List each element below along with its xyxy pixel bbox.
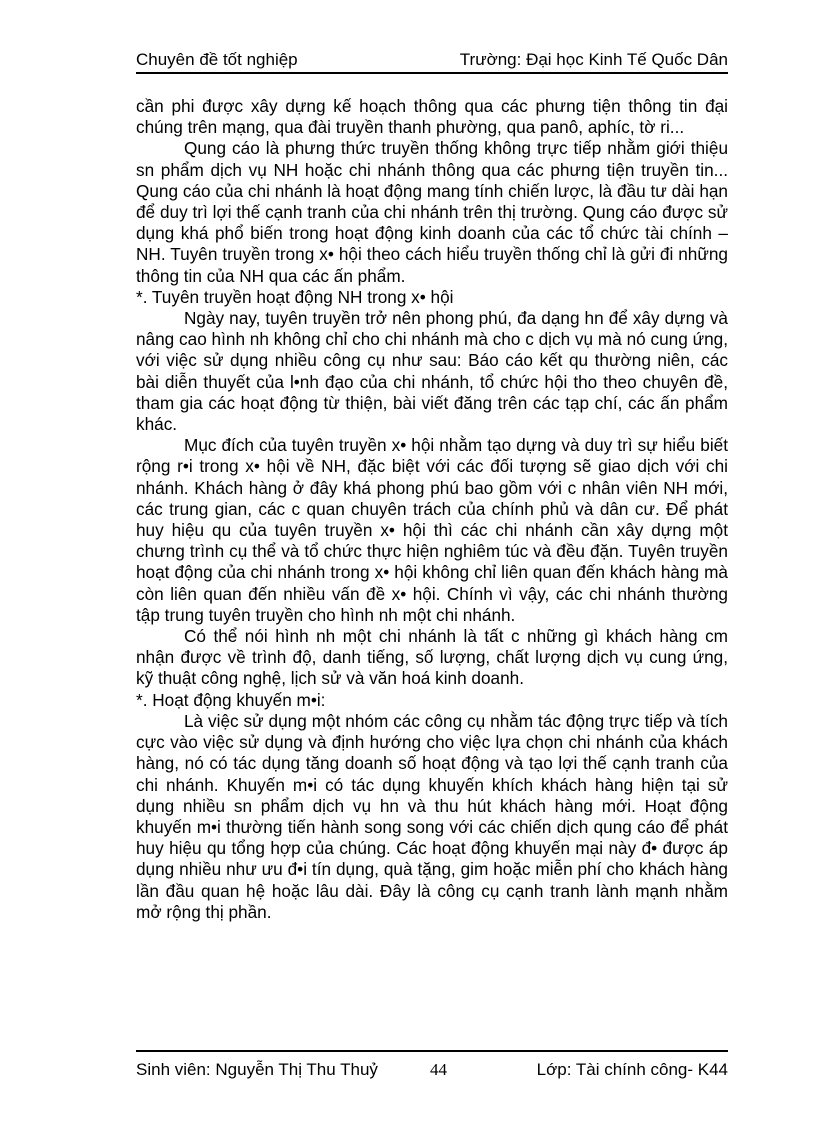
- paragraph-propaganda-purpose: Mục đích của tuyên truyền x• hội nhằm tạo dựng và duy trì sự hiểu biết rộng r•i trong x• hội về NH, đặc biệt với các đối tượng sẽ giao dịch với chi nhánh. Khách hàng ở đây khá phong phú bao gồm với c nhân viên NH mới, các trung gian, các c quan chuyên trách của chính phủ và dân cư. Để phát huy hiệu qu của tuyên truyền x• hội thì các chi nhánh cần xây dựng một chưng trình cụ thể và tổ chức thực hiện nghiêm túc và đều đặn. Tuyên truyền hoạt động của chi nhánh trong x• hội không chỉ liên quan đến khách hàng mà còn liên quan đến nhiều vấn đề x• hội. Chính vì vậy, các chi nhánh thường tập trung tuyên truyền cho hình nh một chi nhánh.: [136, 435, 728, 625]
- header-university: Trường: Đại học Kinh Tế Quốc Dân: [459, 50, 728, 69]
- paragraph-continuation: cần phi được xây dựng kế hoạch thông qua các phưng tiện thông tin đại chúng trên mạng, qua đài truyền thanh phường, qua panô, aphíc, tờ ri...: [136, 96, 728, 138]
- paragraph-advertising: Qung cáo là phưng thức truyền thống không trực tiếp nhằm giới thiệu sn phẩm dịch vụ NH hoặc chi nhánh thông qua các phưng tiện truyền tin... Qung cáo của chi nhánh là hoạt động mang tính chiến lược, là đầu tư dài hạn để duy trì lợi thế cạnh tranh của chi nhánh trên thị trường. Qung cáo được sử dụng khá phổ biến trong hoạt động kinh doanh của các tổ chức tài chính – NH. Tuyên truyền trong x• hội theo cách hiểu truyền thống chỉ là gửi đi những thông tin của NH qua các ấn phẩm.: [136, 138, 728, 286]
- paragraph-promotion: Là việc sử dụng một nhóm các công cụ nhằm tác động trực tiếp và tích cực vào việc sử dụng và định hướng cho việc lựa chọn chi nhánh của khách hàng, nó có tác dụng tăng doanh số hoạt động và tạo lợi thế cạnh tranh của chi nhánh. Khuyến m•i có tác dụng khuyến khích khách hàng hiện tại sử dụng nhiều sn phẩm dịch vụ hn và thu hút khách hàng mới. Hoạt động khuyến m•i thường tiến hành song song với các chiến dịch qung cáo để phát huy hiệu qu tổng hợp của chúng. Các hoạt động khuyến mại này đ• được áp dụng nhiều như ưu đ•i tín dụng, quà tặng, gim hoặc miễn phí cho khách hàng lần đầu quan hệ hoặc lâu dài. Đây là công cụ cạnh tranh lành mạnh nhằm mở rộng thị phần.: [136, 710, 728, 922]
- footer-class: Lớp: Tài chính công- K44: [536, 1060, 728, 1079]
- footer-student-name: Sinh viên: Nguyễn Thị Thu Thuỷ: [136, 1060, 378, 1079]
- paragraph-propaganda-today: Ngày nay, tuyên truyền trở nên phong phú, đa dạng hn để xây dựng và nâng cao hình nh không chỉ cho chi nhánh mà cho c dịch vụ mà nó cung ứng, với việc sử dụng nhiều công cụ như sau: Báo cáo kết qu thường niên, các bài diễn thuyết của l•nh đạo của chi nhánh, tổ chức hội tho theo chuyên đề, tham gia các hoạt động từ thiện, bài viết đăng trên các tạp chí, các ấn phẩm khác.: [136, 308, 728, 435]
- document-body: [136, 96, 728, 923]
- section-heading-promotion: *. Hoạt động khuyến m•i:: [136, 689, 326, 710]
- page-number: 44: [430, 1060, 447, 1079]
- paragraph-branch-image: Có thể nói hình nh một chi nhánh là tất c những gì khách hàng cm nhận được về trình độ, danh tiếng, số lượng, chất lượng dịch vụ cung ứng, kỹ thuật công nghệ, lịch sử và văn hoá kinh doanh.: [136, 626, 728, 689]
- page-header: [136, 48, 728, 74]
- page-footer: [136, 1050, 728, 1082]
- section-heading-propaganda: *. Tuyên truyền hoạt động NH trong x• hội: [136, 286, 454, 307]
- header-document-title: Chuyên đề tốt nghiệp: [136, 50, 298, 69]
